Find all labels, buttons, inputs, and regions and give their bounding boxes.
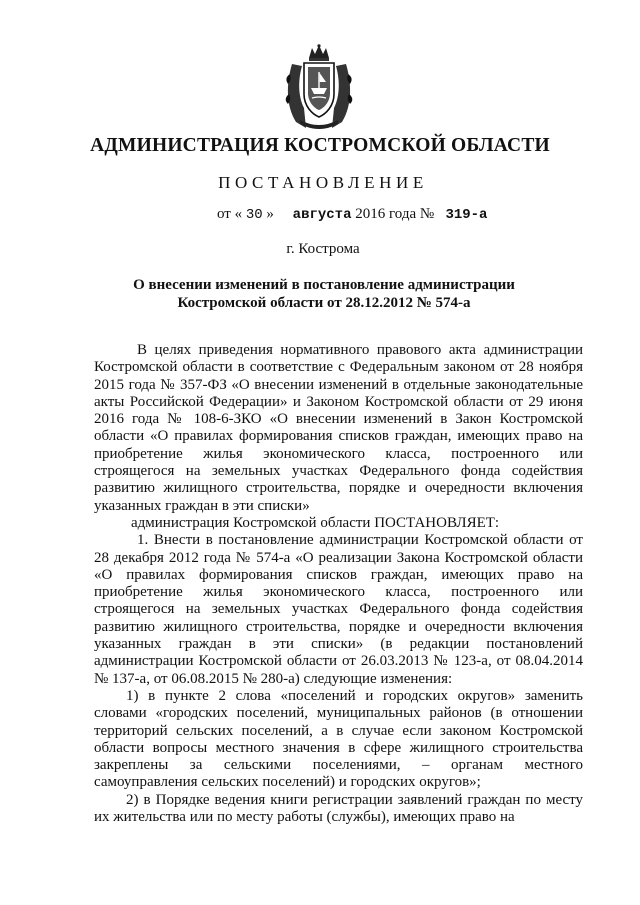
organization-title: АДМИНИСТРАЦИЯ КОСТРОМСКОЙ ОБЛАСТИ bbox=[90, 135, 550, 156]
date-month: августа bbox=[292, 207, 352, 223]
subject-line-2: Костромской области от 28.12.2012 № 574-а bbox=[177, 295, 471, 311]
kostroma-coat-of-arms-icon bbox=[282, 44, 356, 130]
date-line bbox=[217, 206, 487, 223]
date-year-text: 2016 года № bbox=[355, 206, 435, 222]
item-2-paragraph: 2) в Порядке ведения книги регистрации заявлений граждан по месту их жительства или по месту работы (службы), имеющих право на bbox=[94, 791, 583, 826]
date-day-close: » bbox=[266, 206, 274, 222]
decree-paragraph: администрация Костромской области ПОСТАНОВЛЯЕТ: bbox=[131, 514, 500, 531]
document-type: ПОСТАНОВЛЕНИЕ bbox=[218, 173, 428, 192]
date-day: 30 bbox=[245, 207, 263, 223]
document-body bbox=[94, 342, 583, 826]
item-1-paragraph: 1) в пункте 2 слова «поселений и городских округов» заменить словами «городских поселений, муниципальных районов (в отношении территорий сельских поселений, а в случае если законом Костромской области вопросы местного значения в сфере жилищного строительства закреплены за сельскими поселениями, – органам местного самоуправления сельских поселений) и городских округов»; bbox=[94, 687, 583, 791]
document-number: 319-а bbox=[445, 207, 488, 223]
document-subject bbox=[0, 276, 640, 312]
date-prefix: от « bbox=[217, 206, 243, 222]
preamble-paragraph: В целях приведения нормативного правового акта администрации Костромской области в соответствие с Федеральным законом от 28 ноября 2015 года № 357-ФЗ «О внесении изменений в отдельные законодательные акты Российской Федерации» и Законом Костромской области от 29 июня 2016 года № 108-6-ЗКО «О внесении изменений в Закон Костромской области «О правилах формирования списков граждан, имеющих право на приобретение жилья экономического класса, построенного или строящегося на земельных участках Федерального фонда содействия развитию жилищного строительства, порядке и очередности включения указанных граждан в эти списки» bbox=[94, 342, 583, 514]
point-1-paragraph: 1. Внести в постановление администрации Костромской области от 28 декабря 2012 года № 574-а «О реализации Закона Костромской области «О правилах формирования списков граждан, имеющих право на приобретение жилья экономического класса, построенного или строящегося на земельных участках Федерального фонда содействия развитию жилищного строительства, порядке и очередности включения указанных граждан в эти списки» (в редакции постановлений администрации Костромской области от 26.03.2013 № 123-а, от 08.04.2014 № 137-а, от 06.08.2015 № 280-а) следующие изменения: bbox=[94, 532, 583, 687]
city: г. Кострома bbox=[286, 241, 360, 257]
subject-line-1: О внесении изменений в постановление администрации bbox=[133, 277, 515, 293]
